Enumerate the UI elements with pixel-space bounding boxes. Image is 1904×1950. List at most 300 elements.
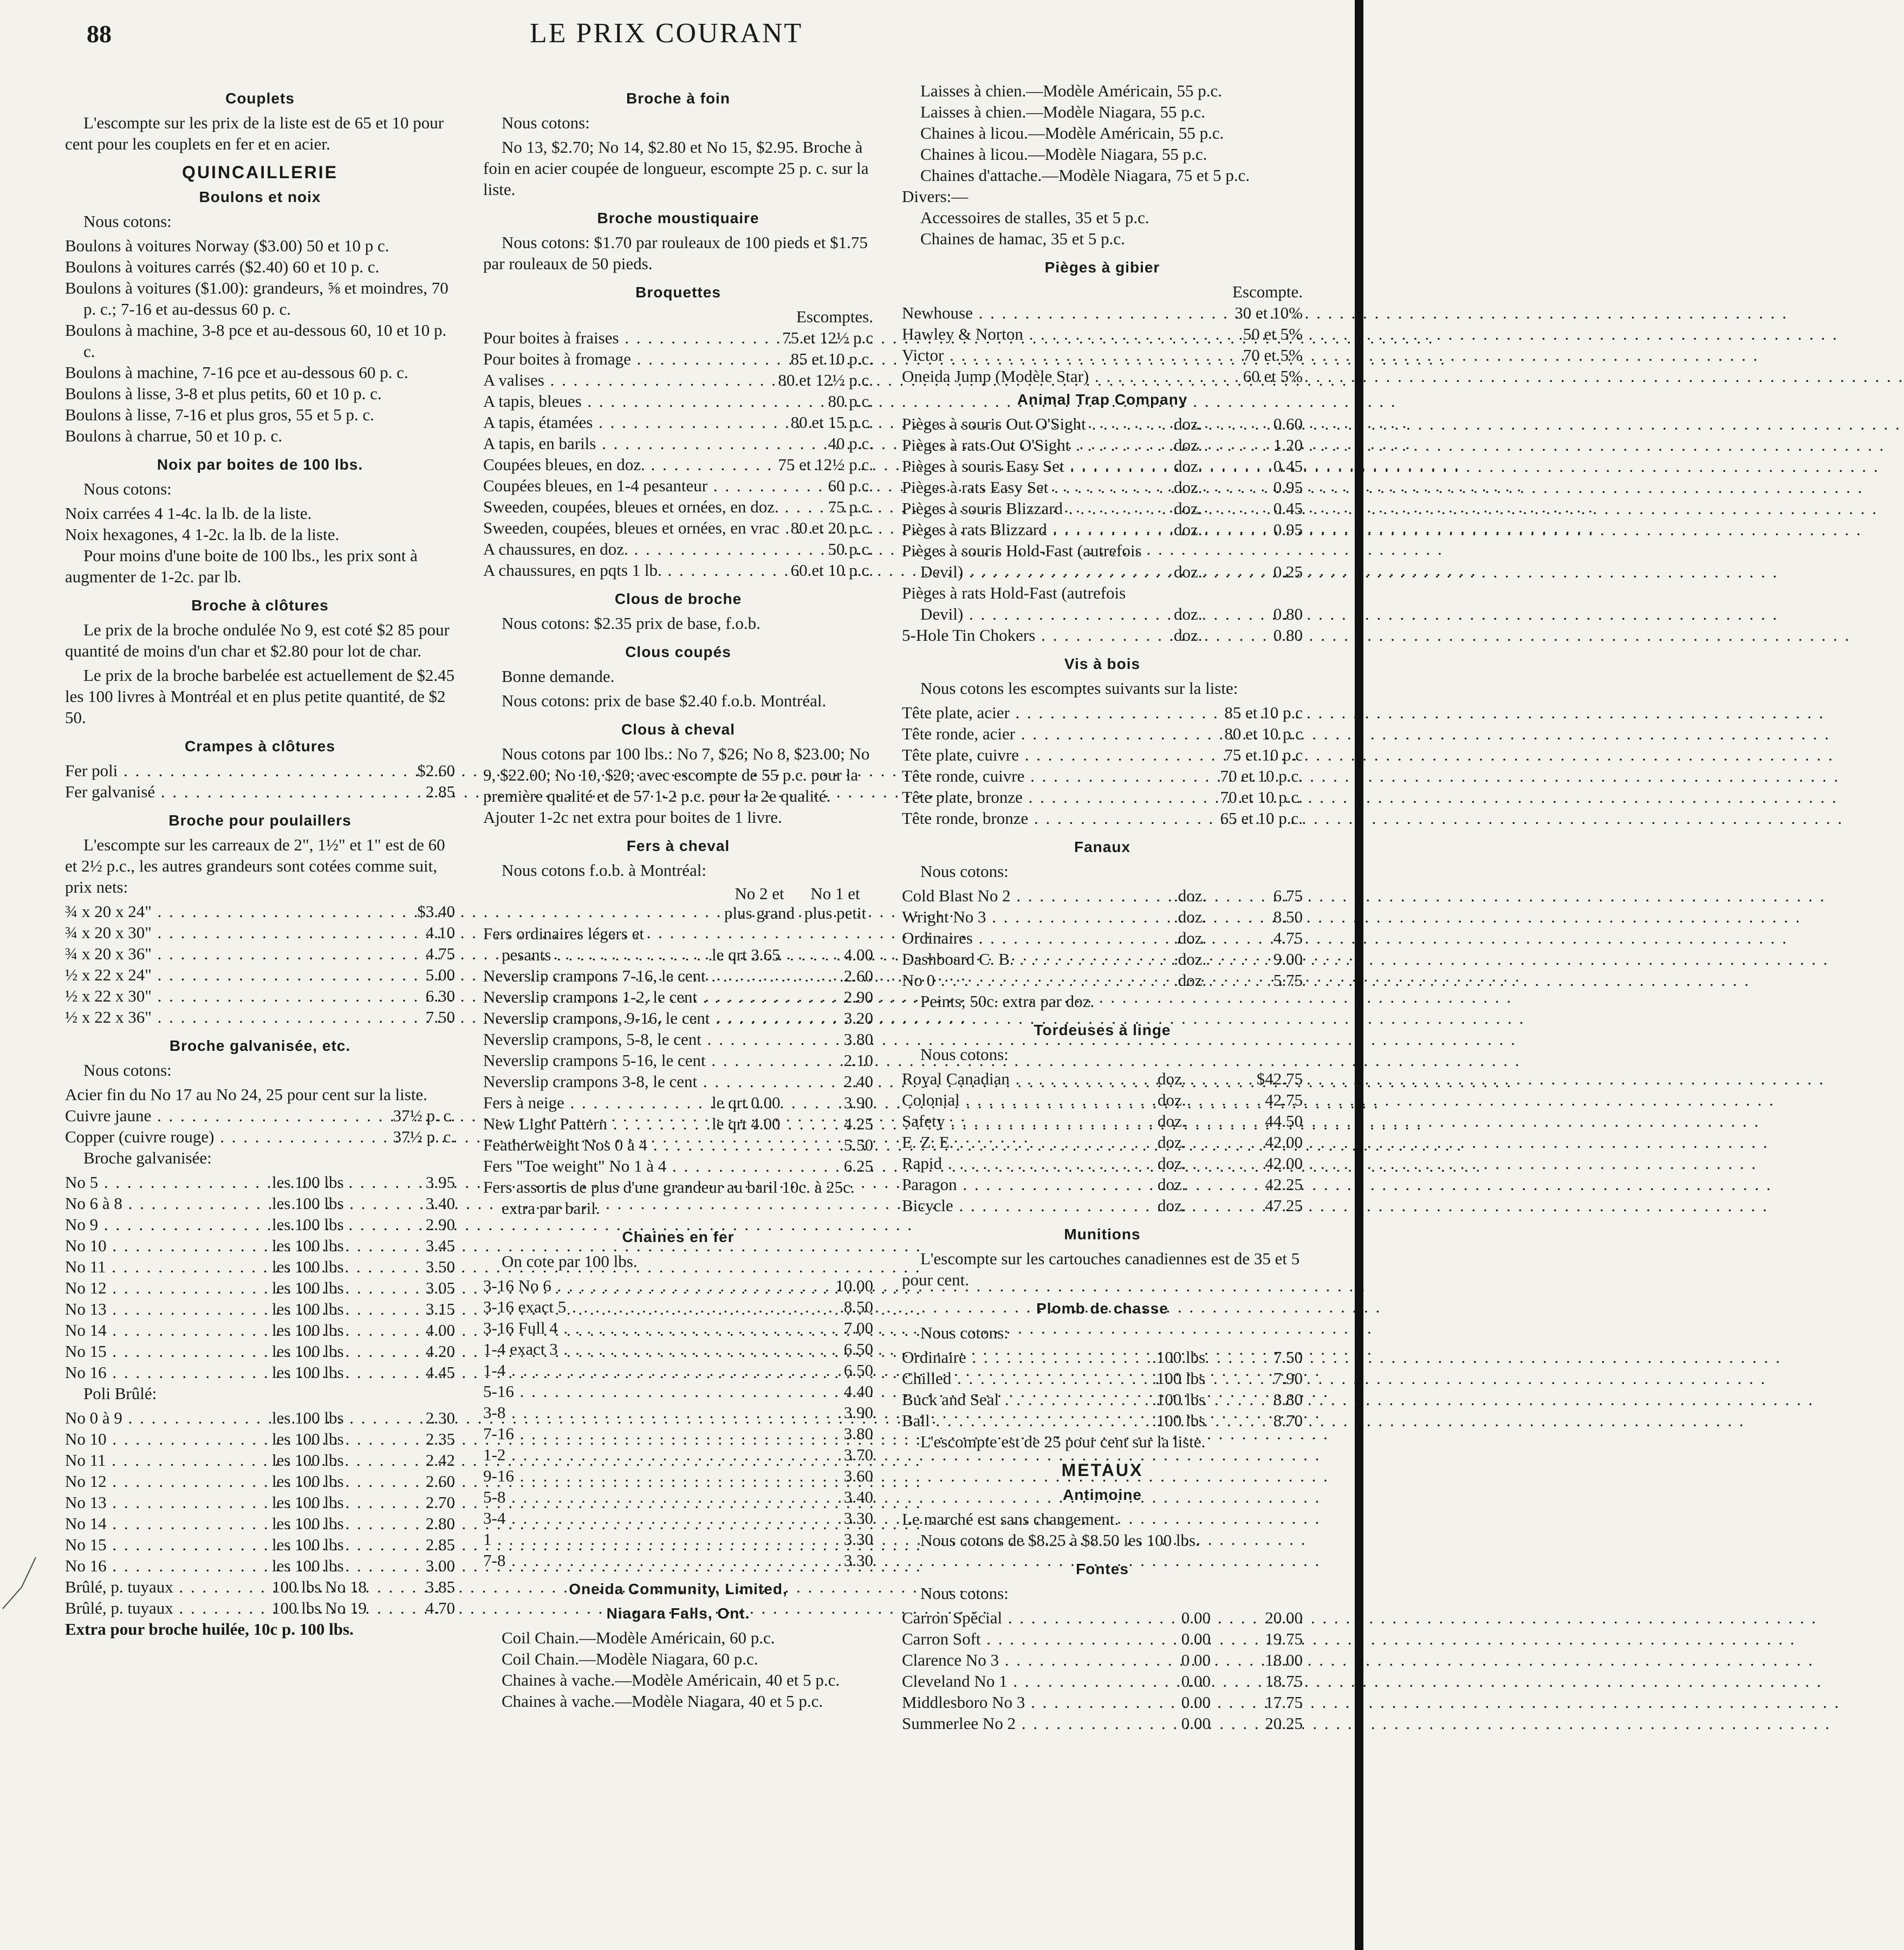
price-row bbox=[902, 456, 1303, 477]
price-row bbox=[902, 561, 1303, 582]
item-price: 0.00 bbox=[1181, 1693, 1211, 1712]
section-heading: Antimoine bbox=[1063, 1486, 1142, 1503]
price-row bbox=[902, 1153, 1303, 1174]
item-unit: doz. bbox=[1158, 1069, 1186, 1088]
item-unit: les 100 lbs bbox=[272, 1451, 344, 1470]
item-unit: .100 lbs bbox=[1152, 1369, 1206, 1388]
item-unit: les 100 lbs bbox=[272, 1173, 344, 1192]
price-row bbox=[902, 323, 1303, 344]
item-name: Tête ronde, cuivre . . . bbox=[902, 765, 1158, 786]
item-price: 4.40 bbox=[843, 1382, 873, 1401]
item-unit: doz. bbox=[1174, 626, 1203, 645]
item-price: 75 p.c. bbox=[828, 497, 873, 516]
price-row bbox=[902, 702, 1303, 723]
item-name: Colonial . . . bbox=[902, 1089, 1158, 1110]
item-unit: les 100 lbs bbox=[272, 1535, 344, 1554]
item-price: 2.60 bbox=[843, 966, 873, 985]
paragraph: Nous cotons f.o.b. à Montréal: bbox=[502, 861, 706, 880]
item-name: E. Z. E. . . . bbox=[902, 1132, 1158, 1153]
item-name: Pièges à souris Out O'Sight . . . bbox=[902, 413, 1174, 434]
item-name: Ball . . . bbox=[902, 1410, 1152, 1431]
price-row bbox=[902, 1195, 1303, 1216]
item-name: Royal Canadian . . . bbox=[902, 1068, 1158, 1089]
price-row bbox=[902, 519, 1303, 540]
item-name: New Light Pattern . . . bbox=[483, 1113, 712, 1134]
item-name: No 14 . . . bbox=[65, 1320, 272, 1341]
price-row bbox=[483, 1134, 873, 1155]
item-name: Summerlee No 2 . . . bbox=[902, 1713, 1141, 1734]
subheading: Broche galvanisée: bbox=[83, 1148, 212, 1167]
item-name: 5-Hole Tin Chokers . . . bbox=[902, 625, 1174, 646]
item-price: 3.95 bbox=[425, 1173, 455, 1192]
item-price: 9.00 bbox=[1273, 950, 1303, 968]
price-row bbox=[902, 1174, 1303, 1195]
price-row bbox=[483, 412, 873, 433]
item-price: 47.25 bbox=[1265, 1196, 1303, 1215]
item-price: 4.00 bbox=[425, 1321, 455, 1340]
item-name: Fers "Toe weight" No 1 à 4 . . . bbox=[483, 1155, 712, 1176]
item-unit: 100 lbs No 18 bbox=[272, 1577, 367, 1596]
price-row bbox=[483, 348, 873, 369]
item-price: $42.75 bbox=[1256, 1069, 1303, 1088]
paragraph: Le marché est sans changement. bbox=[902, 1510, 1119, 1529]
item-name: 1-2 . . . bbox=[483, 1444, 804, 1465]
item-name: Sweeden, coupées, bleues et ornées, en doz. . . . bbox=[483, 496, 744, 517]
price-row bbox=[65, 1597, 455, 1618]
price-row bbox=[65, 943, 455, 964]
price-line: Boulons à lisse, 3-8 et plus petits, 60 et 10 p. c. bbox=[65, 384, 382, 403]
price-row bbox=[902, 1649, 1303, 1670]
item-price: 75 et 12½ p.c. bbox=[778, 455, 873, 474]
item-name: pesants . . . bbox=[502, 944, 712, 965]
item-price: 0.00 bbox=[1181, 1672, 1211, 1691]
item-name: Victor . . . bbox=[902, 344, 1190, 366]
price-row bbox=[483, 1296, 873, 1317]
section-heading: Tordeuses à linge bbox=[1034, 1022, 1171, 1038]
item-price: 5.50 bbox=[843, 1135, 873, 1154]
item-name: No 0 . . . bbox=[902, 970, 1174, 991]
section-heading: Noix par boites de 100 lbs. bbox=[157, 456, 363, 473]
item-price: 0.95 bbox=[1273, 520, 1303, 539]
price-row bbox=[902, 1368, 1303, 1389]
item-price: 50 et 5% bbox=[1243, 324, 1303, 343]
item-name: 3-16 No 6 . . . bbox=[483, 1275, 804, 1296]
section-heading: Fanaux bbox=[1074, 838, 1131, 855]
item-price: 70 et 5% bbox=[1243, 346, 1303, 365]
price-row bbox=[902, 885, 1303, 906]
price-row bbox=[902, 927, 1303, 948]
item-price: 2.60 bbox=[425, 1472, 455, 1491]
item-name: Ordinaires . . . bbox=[902, 927, 1174, 948]
paragraph: Nous cotons les escomptes suivants sur la liste: bbox=[920, 679, 1238, 698]
price-row bbox=[65, 1471, 455, 1492]
item-name: Tête plate, bronze . . . bbox=[902, 786, 1158, 808]
item-unit: .doz. bbox=[1174, 971, 1207, 990]
price-row bbox=[483, 538, 873, 560]
item-price: 44.50 bbox=[1265, 1112, 1303, 1130]
paragraph: Le prix de la broche ondulée No 9, est coté $2 85 pour quantité de moins d'un char et $2.80 pour lot de char. bbox=[65, 620, 450, 660]
item-unit: doz. bbox=[1158, 1112, 1186, 1130]
item-name: Chilled . . . bbox=[902, 1368, 1152, 1389]
item-unit: les 100 lbs bbox=[272, 1236, 344, 1255]
item-price: 60 et 5% bbox=[1243, 367, 1303, 386]
item-name: No 11 . . . bbox=[65, 1450, 272, 1471]
item-unit: les 100 lbs bbox=[272, 1556, 344, 1575]
section-heading: Boulons et noix bbox=[199, 188, 321, 205]
item-price: 3.40 bbox=[425, 1194, 455, 1213]
item-name: Paragon . . . bbox=[902, 1174, 1158, 1195]
price-line: Fers ordinaires légers et bbox=[483, 924, 644, 943]
item-price: 3.30 bbox=[843, 1551, 873, 1570]
item-price: 6.30 bbox=[425, 986, 455, 1005]
price-row bbox=[902, 1670, 1303, 1692]
section-heading: Chaines en fer bbox=[622, 1228, 735, 1245]
item-price: 2.40 bbox=[843, 1072, 873, 1091]
margin-pencil-mark bbox=[0, 1555, 38, 1614]
item-unit: doz. bbox=[1174, 520, 1203, 539]
item-price: 37½ p. c. bbox=[393, 1106, 455, 1125]
paragraph: Nous cotons: bbox=[920, 862, 1009, 881]
item-name: No 13 . . . bbox=[65, 1492, 272, 1513]
price-row bbox=[483, 944, 873, 965]
item-name: ½ x 22 x 30" . . . bbox=[65, 985, 369, 1006]
price-row bbox=[902, 625, 1303, 646]
item-name: 3-16 exact 5 . . . bbox=[483, 1296, 804, 1317]
page-number: 88 bbox=[87, 20, 112, 48]
price-row bbox=[902, 603, 1303, 625]
price-row bbox=[483, 1402, 873, 1423]
price-row bbox=[483, 1486, 873, 1507]
item-name: Neverslip crampons, 9-16, le cent . . . bbox=[483, 1007, 712, 1029]
item-name: A tapis, étamées . . . bbox=[483, 412, 744, 433]
price-row bbox=[902, 1132, 1303, 1153]
price-row bbox=[483, 560, 873, 581]
item-price: 30 et 10% bbox=[1234, 303, 1303, 322]
item-name: Neverslip crampons 1-2, le cent . . . bbox=[483, 986, 712, 1007]
item-price: 0.00 bbox=[1181, 1714, 1211, 1733]
item-name: Cold Blast No 2 . . . bbox=[902, 885, 1174, 906]
price-row bbox=[65, 1450, 455, 1471]
item-price: 3.00 bbox=[425, 1556, 455, 1575]
price-row bbox=[65, 1105, 455, 1126]
item-price: 85 et 10 p.c. bbox=[790, 349, 873, 368]
price-row bbox=[65, 964, 455, 985]
price-row bbox=[483, 1275, 873, 1296]
item-price: 19.75 bbox=[1265, 1629, 1303, 1648]
item-name: Tête plate, cuivre . . . bbox=[902, 744, 1158, 765]
paragraph: L'escompte est de 25 pour cent sur la liste. bbox=[920, 1432, 1206, 1451]
item-name: 5-16 . . . bbox=[483, 1381, 804, 1402]
item-name: Newhouse . . . bbox=[902, 302, 1190, 323]
paragraph: Acier fin du No 17 au No 24, 25 pour cent sur la liste. bbox=[65, 1085, 427, 1104]
paragraph: No 13, $2.70; No 14, $2.80 et No 15, $2.95. Broche à foin en acier coupée de longueur, escompte 25 p. c. sur la liste. bbox=[483, 138, 869, 199]
paragraph: Nous cotons: $1.70 par rouleaux de 100 pieds et $1.75 par rouleaux de 50 pieds. bbox=[483, 233, 868, 273]
item-name: Tête ronde, bronze . . . bbox=[902, 808, 1158, 829]
paragraph: Nous cotons: bbox=[83, 212, 172, 231]
price-row bbox=[483, 1092, 873, 1113]
price-row bbox=[65, 1214, 455, 1235]
price-row bbox=[65, 1555, 455, 1576]
price-row bbox=[902, 1410, 1303, 1431]
item-name: Cuivre jaune . . . bbox=[65, 1105, 342, 1126]
item-unit: doz. bbox=[1158, 1154, 1186, 1173]
item-price: 3.20 bbox=[843, 1009, 873, 1028]
item-price: 3.90 bbox=[843, 1403, 873, 1422]
item-price: 17.75 bbox=[1265, 1693, 1303, 1712]
price-line: Chaines de hamac, 35 et 5 p.c. bbox=[920, 229, 1125, 248]
item-name: ¾ x 20 x 24" . . . bbox=[65, 901, 369, 922]
price-line: Boulons à lisse, 7-16 et plus gros, 55 et 5 p. c. bbox=[65, 405, 374, 424]
price-row bbox=[902, 1089, 1303, 1110]
item-price: 3.05 bbox=[425, 1278, 455, 1297]
item-unit: les 100 lbs bbox=[272, 1278, 344, 1297]
item-name: Cleveland No 1 . . . bbox=[902, 1670, 1141, 1692]
item-price: 4.75 bbox=[425, 944, 455, 963]
item-unit: les 100 lbs bbox=[272, 1299, 344, 1318]
item-name: Hawley & Norton . . . bbox=[902, 323, 1190, 344]
item-price: 6.50 bbox=[843, 1361, 873, 1380]
item-name: A chaussures, en doz. . . . bbox=[483, 538, 744, 560]
section-heading: Vis à bois bbox=[1064, 655, 1141, 672]
price-row bbox=[65, 1362, 455, 1383]
item-name: Pièges à rats Easy Set . . . bbox=[902, 477, 1174, 498]
item-name: No 13 . . . bbox=[65, 1298, 272, 1320]
price-row bbox=[65, 1277, 455, 1298]
item-unit: doz. bbox=[1158, 1133, 1186, 1152]
price-row bbox=[65, 1193, 455, 1214]
item-unit: doz. bbox=[1174, 478, 1203, 497]
item-name: A tapis, bleues . . . bbox=[483, 391, 744, 412]
item-price: 80 p.c. bbox=[828, 392, 873, 411]
price-row bbox=[902, 1692, 1303, 1713]
item-price: 80 et 10 p.c bbox=[1224, 724, 1303, 743]
price-row bbox=[483, 986, 873, 1007]
item-price: 3.80 bbox=[843, 1030, 873, 1049]
item-name: Buck and Seal . . . bbox=[902, 1389, 1152, 1410]
item-unit: les 100 lbs bbox=[272, 1194, 344, 1213]
item-name: Carron Soft . . . bbox=[902, 1628, 1141, 1649]
item-price: 0.45 bbox=[1273, 457, 1303, 476]
price-row bbox=[902, 1607, 1303, 1628]
item-unit: .100 lbs bbox=[1152, 1411, 1206, 1430]
item-name: No 15 . . . bbox=[65, 1341, 272, 1362]
paragraph: On cote par 100 lbs. bbox=[502, 1252, 638, 1271]
item-price: 0.60 bbox=[1273, 414, 1303, 433]
item-price: 70 et 10 p.c. bbox=[1220, 766, 1303, 785]
item-unit: .doz. bbox=[1174, 928, 1207, 947]
item-name: Coupées bleues, en 1-4 pesanteur . . . bbox=[483, 475, 744, 496]
item-price: 0.25 bbox=[1273, 562, 1303, 581]
item-name: Coupées bleues, en doz. . . . bbox=[483, 454, 744, 475]
price-line: Laisses à chien.—Modèle Américain, 55 p.c. bbox=[920, 81, 1222, 100]
item-price: 60 p.c. bbox=[828, 476, 873, 495]
price-row bbox=[65, 1298, 455, 1320]
paragraph: Nous cotons: bbox=[83, 479, 172, 498]
item-name: A chaussures, en pqts 1 lb. . . . bbox=[483, 560, 744, 581]
price-row bbox=[65, 1534, 455, 1555]
price-row bbox=[902, 808, 1303, 829]
item-name: Brûlé, p. tuyaux . . . bbox=[65, 1597, 272, 1618]
item-name: Devil) . . . bbox=[920, 561, 1174, 582]
paragraph: Pour moins d'une boite de 100 lbs., les prix sont à augmenter de 1-2c. par lb. bbox=[65, 546, 418, 586]
item-name: Bicycle . . . bbox=[902, 1195, 1158, 1216]
paragraph: Nous cotons: $2.35 prix de base, f.o.b. bbox=[502, 614, 761, 633]
item-price: 8.80 bbox=[1273, 1390, 1303, 1409]
item-price: 0.80 bbox=[1273, 626, 1303, 645]
price-line: Accessoires de stalles, 35 et 5 p.c. bbox=[920, 208, 1149, 227]
item-name: Featherweight Nos 0 à 4 . . . bbox=[483, 1134, 712, 1155]
item-price: 60 et 10 p.c. bbox=[790, 561, 873, 580]
item-name: Tête ronde, acier . . . bbox=[902, 723, 1158, 744]
paragraph: Nous cotons: bbox=[920, 1584, 1009, 1603]
price-row bbox=[902, 744, 1303, 765]
item-name: Brûlé, p. tuyaux . . . bbox=[65, 1576, 272, 1597]
price-row bbox=[902, 1713, 1303, 1734]
section-heading: Plomb de chasse bbox=[1036, 1300, 1168, 1317]
item-name: Pour boites à fromage . . . bbox=[483, 348, 744, 369]
item-price: 42.75 bbox=[1265, 1090, 1303, 1109]
section-heading: Pièges à gibier bbox=[1044, 259, 1160, 276]
item-name: 3-4 . . . bbox=[483, 1507, 804, 1529]
item-price: 80 et 12½ p.c. bbox=[778, 370, 873, 389]
item-name: Tête plate, acier . . . bbox=[902, 702, 1158, 723]
price-row bbox=[483, 1507, 873, 1529]
item-unit: doz. bbox=[1174, 435, 1203, 454]
paragraph: L'escompte sur les carreaux de 2", 1½" et 1" est de 60 et 2½ p.c., les autres grandeurs sont cotées comme suit, prix nets: bbox=[65, 835, 445, 896]
price-line: Noix hexagones, 4 1-2c. la lb. de la liste. bbox=[65, 525, 340, 544]
price-row bbox=[902, 970, 1303, 991]
item-price: 42.00 bbox=[1265, 1154, 1303, 1173]
price-line: Chaines à vache.—Modèle Niagara, 40 et 5 p.c. bbox=[502, 1692, 823, 1711]
item-price: 6.75 bbox=[1273, 886, 1303, 905]
price-row bbox=[65, 1341, 455, 1362]
price-row bbox=[483, 1360, 873, 1381]
section-heading: Clous de broche bbox=[614, 590, 742, 607]
item-unit: .doz. bbox=[1174, 907, 1207, 926]
item-price: 2.70 bbox=[425, 1493, 455, 1512]
item-price: 0 00 bbox=[1181, 1650, 1211, 1669]
price-line: Boulons à machine, 7-16 pce et au-dessous 60 p. c. bbox=[65, 363, 408, 382]
price-row bbox=[483, 1381, 873, 1402]
price-row bbox=[483, 1007, 873, 1029]
item-price: 85 et 10 p.c bbox=[1224, 703, 1303, 722]
item-price: 2.90 bbox=[425, 1215, 455, 1234]
item-price: 2.90 bbox=[843, 987, 873, 1006]
price-row bbox=[902, 765, 1303, 786]
section-heading: Crampes à clôtures bbox=[185, 738, 335, 755]
item-name: Pièges à rats Blizzard . . . bbox=[902, 519, 1174, 540]
item-unit: les 100 lbs bbox=[272, 1363, 344, 1382]
item-unit: le qrt 0.00 bbox=[712, 1093, 781, 1112]
item-price: 5.75 bbox=[1273, 971, 1303, 990]
item-name: No 16 . . . bbox=[65, 1362, 272, 1383]
item-unit: les 100 lbs bbox=[272, 1257, 344, 1276]
item-price: 4.75 bbox=[1273, 928, 1303, 947]
item-price: 3.60 bbox=[843, 1466, 873, 1485]
paragraph: Nous cotons: bbox=[83, 1061, 172, 1080]
item-price: 3.45 bbox=[425, 1236, 455, 1255]
price-line: Boulons à charrue, 50 et 10 p. c. bbox=[65, 426, 283, 445]
item-name: Copper (cuivre rouge) . . . bbox=[65, 1126, 342, 1147]
price-row bbox=[902, 1068, 1303, 1089]
item-price: 6.50 bbox=[843, 1340, 873, 1358]
price-row bbox=[65, 1576, 455, 1597]
item-price: 3.15 bbox=[425, 1299, 455, 1318]
section-heading: Oneida Community, Limited, bbox=[569, 1581, 788, 1597]
price-line: Chaines à vache.—Modèle Américain, 40 et 5 p.c. bbox=[502, 1670, 840, 1689]
item-price: 18.00 bbox=[1265, 1650, 1303, 1669]
item-price: 3.85 bbox=[425, 1577, 455, 1596]
price-row bbox=[902, 434, 1303, 456]
price-row bbox=[483, 475, 873, 496]
paragraph: Nous cotons par 100 lbs.: No 7, $26; No 8, $23.00; No 9, $22.00; No 10, $20; avec escompte de 55 p.c. pour la première qualité et de 57 1-2 p.c. pour la 2e qualité. Ajouter 1-2c net extra pour boites de 1 livre. bbox=[483, 744, 870, 827]
item-unit: les 100 lbs bbox=[272, 1321, 344, 1340]
price-row bbox=[902, 906, 1303, 927]
item-price: 18.75 bbox=[1265, 1672, 1303, 1691]
item-price: 3.50 bbox=[425, 1257, 455, 1276]
price-row bbox=[902, 477, 1303, 498]
item-name: 5-8 . . . bbox=[483, 1486, 804, 1507]
price-row bbox=[65, 1126, 455, 1147]
price-row bbox=[902, 302, 1303, 323]
item-name: Neverslip crampons 5-16, le cent . . . bbox=[483, 1050, 712, 1071]
section-heading: QUINCAILLERIE bbox=[182, 162, 338, 182]
item-price: 0.95 bbox=[1273, 478, 1303, 497]
column-label: Escompte. bbox=[1232, 282, 1303, 301]
item-name: No 12 . . . bbox=[65, 1277, 272, 1298]
section-heading: Clous coupés bbox=[625, 644, 731, 660]
paragraph: Nous cotons: bbox=[920, 1323, 1009, 1342]
section-heading: Munitions bbox=[1064, 1226, 1141, 1243]
price-line: Noix carrées 4 1-4c. la lb. de la liste. bbox=[65, 504, 312, 523]
page-header bbox=[0, 17, 1333, 55]
item-price: 2.80 bbox=[425, 1514, 455, 1533]
item-price: 42.00 bbox=[1265, 1133, 1303, 1152]
item-name: Wright No 3 . . . bbox=[902, 906, 1174, 927]
item-price: 20.25 bbox=[1265, 1714, 1303, 1733]
price-row bbox=[483, 454, 873, 475]
item-unit: doz. bbox=[1174, 562, 1203, 581]
item-unit: les 100 lbs bbox=[272, 1514, 344, 1533]
item-unit: doz. bbox=[1174, 457, 1203, 476]
price-line: Boulons à machine, 3-8 pce et au-dessous 60, 10 et 10 p. c. bbox=[65, 321, 447, 361]
paragraph: L'escompte sur les prix de la liste est de 65 et 10 pour cent pour les couplets en fer et en acier. bbox=[65, 113, 444, 153]
item-name: No 16 . . . bbox=[65, 1555, 272, 1576]
price-line: Boulons à voitures Norway ($3.00) 50 et 10 p c. bbox=[65, 236, 389, 255]
price-row bbox=[483, 1050, 873, 1071]
item-price: 3.30 bbox=[843, 1509, 873, 1528]
item-name: No 11 . . . bbox=[65, 1256, 272, 1277]
paragraph: Extra pour broche huilée, 10c p. 100 lbs. bbox=[65, 1620, 354, 1639]
item-name: No 9 . . . bbox=[65, 1214, 272, 1235]
price-row bbox=[902, 413, 1303, 434]
price-row bbox=[902, 786, 1303, 808]
item-unit: .100 lbs bbox=[1152, 1348, 1206, 1367]
section-heading: Broche moustiquaire bbox=[597, 210, 759, 226]
price-row bbox=[65, 760, 455, 781]
price-row bbox=[902, 1110, 1303, 1132]
price-row bbox=[65, 1492, 455, 1513]
item-name: 9-16 . . . bbox=[483, 1465, 804, 1486]
item-name: No 0 à 9 . . . bbox=[65, 1407, 272, 1428]
item-unit: les 100 lbs bbox=[272, 1408, 344, 1427]
price-line: Pièges à rats Hold-Fast (autrefois bbox=[902, 583, 1126, 602]
item-price: 4.45 bbox=[425, 1363, 455, 1382]
price-row bbox=[902, 1628, 1303, 1649]
item-price: 20.00 bbox=[1265, 1608, 1303, 1627]
item-price: 4.10 bbox=[425, 923, 455, 942]
item-name: Carron Spécial . . . bbox=[902, 1607, 1141, 1628]
